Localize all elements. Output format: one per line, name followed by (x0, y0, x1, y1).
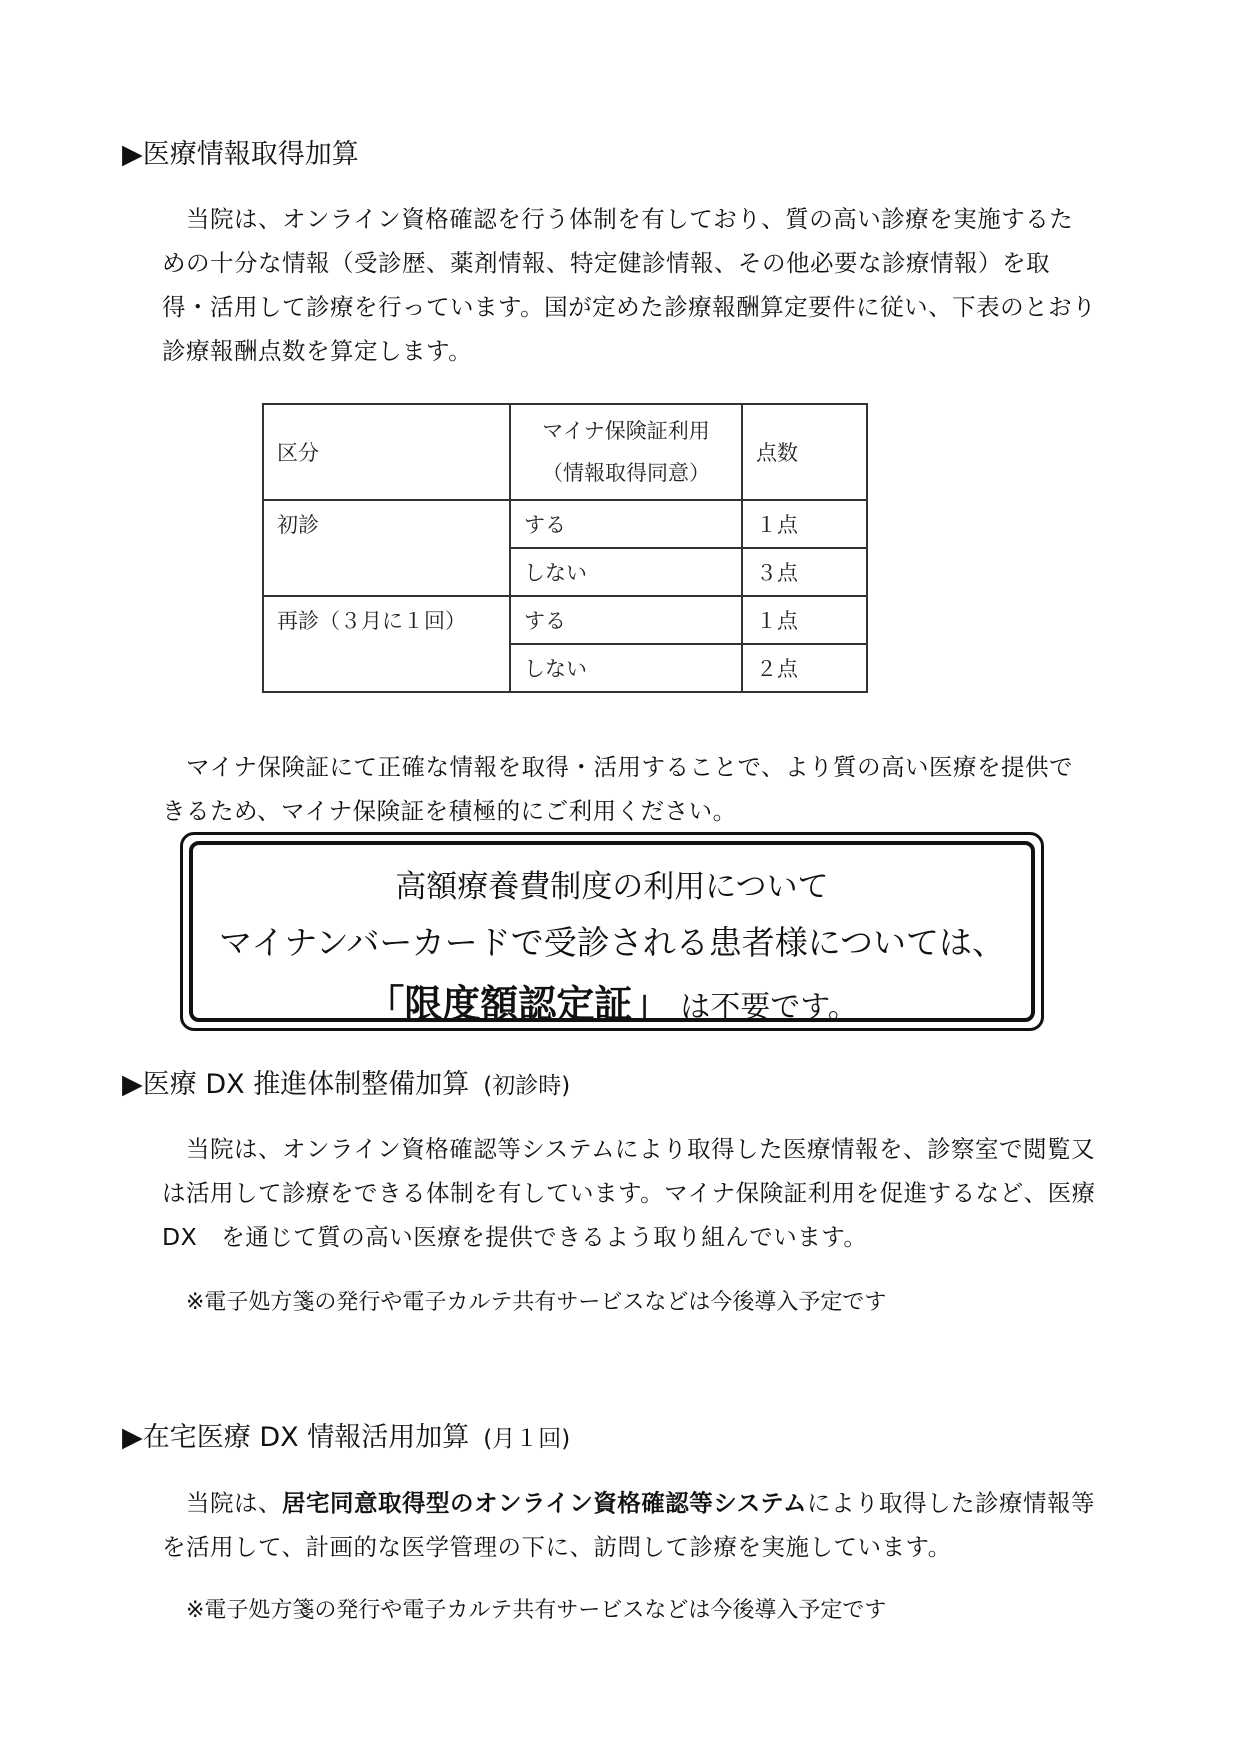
paragraph-bold: 居宅同意取得型のオンライン資格確認等システム (282, 1489, 807, 1517)
paragraph-end: により取得した診療情報等を活用して、計画的な医学管理の下に、訪問して診療を実施しています。 (162, 1489, 1095, 1561)
points-table (262, 403, 868, 693)
notice-box (180, 832, 1044, 1031)
section-paragraph-info-acquisition (162, 197, 1097, 373)
paragraph-text: 当院は、オンライン資格確認等システムにより取得した医療情報を、診察室で閲覧又は活用して診療をできる体制を有しています。マイナ保険証利用を促進するなど、医療 DX を通じて質の高い医療を提供できるよう取り組んでいます。 (162, 1135, 1120, 1251)
cell-category: 再診（３月に１回） (263, 596, 510, 692)
cell-usage: する (510, 596, 742, 644)
heading-note: (月１回) (483, 1426, 571, 1452)
section-heading-info-acquisition: ▶医療情報取得加算 (122, 139, 359, 170)
heading-text: ▶医療 DX 推進体制整備加算 (122, 1069, 470, 1100)
cell-usage: しない (510, 548, 742, 596)
notice-line: マイナンバーカードで受診される患者様については、 (218, 923, 1006, 962)
section-heading-home-dx (122, 1420, 570, 1457)
header-usage-line2: （情報取得同意） (542, 461, 710, 485)
header-usage (510, 404, 742, 500)
cell-points: １点 (742, 596, 867, 644)
heading-note: (初診時) (483, 1073, 571, 1099)
table-row (263, 596, 867, 644)
header-category: 区分 (263, 404, 510, 500)
header-points: 点数 (742, 404, 867, 500)
future-introduction-note: ※電子処方箋の発行や電子カルテ共有サービスなどは今後導入予定です (186, 1598, 887, 1623)
header-usage-line1: マイナ保険証利用 (542, 419, 710, 443)
notice-rest: は不要です。 (680, 990, 858, 1025)
notice-title: 高額療養費制度の利用について (395, 869, 829, 905)
cell-usage: しない (510, 644, 742, 692)
cell-points: １点 (742, 500, 867, 548)
notice-box-inner (189, 841, 1035, 1026)
notice-emphasis-line (193, 973, 1031, 1028)
heading-text: ▶在宅医療 DX 情報活用加算 (122, 1422, 470, 1453)
section-paragraph-home-dx (162, 1481, 1097, 1569)
table-row (263, 500, 867, 548)
notice-emphasis: 「限度額認定証」 (366, 982, 671, 1026)
future-introduction-note: ※電子処方箋の発行や電子カルテ共有サービスなどは今後導入予定です (186, 1290, 887, 1315)
paragraph-text: 当院は、オンライン資格確認を行う体制を有しており、質の高い診療を実施するための十分な情報（受診歴、薬剤情報、特定健診情報、その他必要な診療情報）を取得・活用して診療を行っています。国が定めた診療報酬算定要件に従い、下表のとおり診療報酬点数を算定します。 (162, 205, 1097, 365)
after-table-paragraph (162, 745, 1097, 833)
table-header-row (263, 404, 867, 500)
cell-points: ３点 (742, 548, 867, 596)
cell-usage: する (510, 500, 742, 548)
paragraph-text: マイナ保険証にて正確な情報を取得・活用することで、より質の高い医療を提供できるため、マイナ保険証を積極的にご利用ください。 (162, 753, 1074, 825)
section-paragraph-dx-promotion (162, 1127, 1120, 1259)
cell-category: 初診 (263, 500, 510, 596)
paragraph-start: 当院は、 (186, 1489, 282, 1517)
cell-points: ２点 (742, 644, 867, 692)
section-heading-dx-promotion (122, 1067, 570, 1104)
